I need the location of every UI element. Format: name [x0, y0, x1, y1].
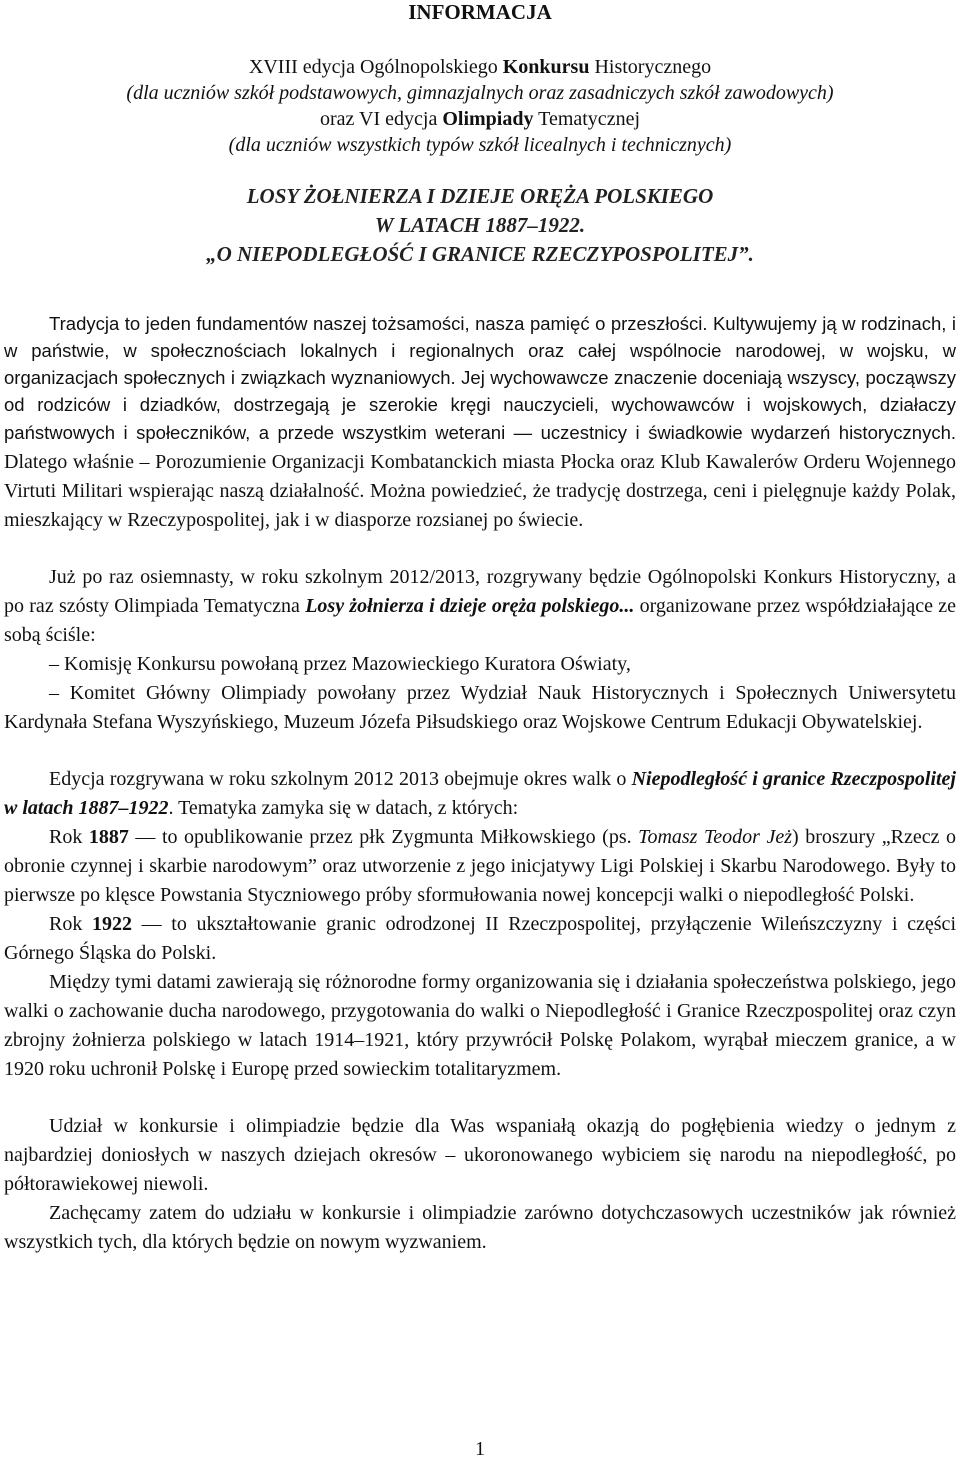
year-1922-paragraph — [4, 910, 956, 968]
intro-line-3 — [4, 106, 956, 132]
year-1887-bold: 1887 — [88, 826, 129, 848]
year-1887-pre: Rok — [49, 826, 89, 848]
intro-line-3-pre: oraz VI edycja — [320, 108, 443, 130]
paragraph-tradition-sans: Tradycja to jeden fundamentów naszej tożsamości, nasza pamięć o przeszłości. — [49, 313, 708, 334]
intro-block — [4, 54, 956, 158]
intro-line-4: (dla uczniów wszystkich typów szkół licealnych i technicznych) — [228, 134, 732, 156]
year-1887-post: ) broszury „Rzecz o obronie czynnej i skarbie narodowym” oraz utworzenie z jego inicjatywy Ligi Polskiej i Skarbu Narodowego. Były to pierwsze po klęsce Powstania Styczniowego próby sformułowania nowej koncepcji walki o niepodległość Polski. — [4, 826, 956, 906]
paragraph-invitation: Zachęcamy zatem do udziału w konkursie i olimpiadzie zarówno dotychczasowych uczestników jak również wszystkich tych, dla których będzie on nowym wyzwaniem. — [4, 1202, 956, 1253]
intro-line-1-bold: Konkursu — [502, 56, 590, 78]
paragraph-edition-pre: Już po raz osiemnasty, w roku szkolnym 2012/2013, rozgrywany będzie Ogólnopolski Konkurs Historyczny, a po raz szósty Olimpiada Tematyczna — [4, 566, 956, 617]
paragraph-period — [4, 765, 956, 1084]
intro-line-3-bold: Olimpiady — [442, 108, 534, 130]
intro-line-1 — [4, 54, 956, 80]
paragraph-tradition — [4, 311, 956, 535]
organizer-item-2: – Komitet Główny Olimpiady powołany przez Wydział Nauk Historycznych i Społecznych Uniwersytetu Kardynała Stefana Wyszyńskiego, Muzeum Józefa Piłsudskiego oraz Wojskowe Centrum Edukacji Obywatelskiej. — [4, 682, 956, 733]
paragraph-edition-text — [4, 563, 956, 650]
paragraph-tradition-rest: Kultywujemy ją w rodzinach, i w państwie, w społecznościach lokalnych i regionalnych oraz całej wspólnocie narodowej, w wojsku, w organizacjach społecznych i związkach wyznaniowych. Jej wychowawcze znaczenie doceniają wszyscy, począwszy od rodziców i dziadków, dostrzegają je szerokie kręgi nauczycieli, wychowawców i wojskowych, działaczy państwowych i społeczników, a przede wszystkim weterani — uczestnicy i świadkowie wydarzeń historycznych. — [4, 313, 956, 443]
paragraph-closing — [4, 1112, 956, 1257]
headline-line-1: LOSY ŻOŁNIERZA I DZIEJE ORĘŻA POLSKIEGO — [246, 184, 714, 208]
intro-line-1-post: Historycznego — [589, 56, 712, 78]
headline-line-3: „O NIEPODLEGŁOŚĆ I GRANICE RZECZYPOSPOLITEJ”. — [206, 242, 754, 266]
year-1922-pre: Rok — [49, 913, 92, 935]
paragraph-period-pre: Edycja rozgrywana w roku szkolnym 2012 2013 obejmuje okres walk o — [49, 768, 632, 790]
page-number: 1 — [475, 1438, 485, 1460]
paragraph-edition — [4, 563, 956, 737]
intro-line-2: (dla uczniów szkół podstawowych, gimnazjalnych oraz zasadniczych szkół zawodowych) — [126, 82, 834, 104]
year-1887-paragraph — [4, 823, 956, 910]
headline-line-2: W LATACH 1887–1922. — [374, 213, 586, 237]
paragraph-participation: Udział w konkursie i olimpiadzie będzie dla Was wspaniałą okazją do pogłębienia wiedzy o jednym z najbardziej doniosłych w naszych dziejach okresów – ukoronowanego wybiciem się narodu na niepodległość, po półtorawiekowej niewoli. — [4, 1115, 956, 1195]
organizer-item-1: – Komisję Konkursu powołaną przez Mazowieckiego Kuratora Oświaty, — [49, 653, 631, 675]
paragraph-tradition-serif: Dlatego właśnie – Porozumienie Organizacji Kombatanckich miasta Płocka oraz Klub Kawalerów Orderu Wojennego Virtuti Militari wspierając naszą działalność. Można powiedzieć, że tradycję dostrzega, ceni i pielęgnuje każdy Polak, mieszkający w Rzeczypospolitej, jak i w diasporze rozsianej po świecie. — [4, 451, 956, 531]
year-1887-pseudonym: Tomasz Teodor Jeż — [638, 826, 793, 848]
paragraph-period-intro — [4, 765, 956, 823]
year-1887-mid: — to opublikowanie przez płk Zygmunta Miłkowskiego (ps. — [128, 826, 639, 848]
between-dates-paragraph: Między tymi datami zawierają się różnorodne formy organizowania się i działania społeczeństwa polskiego, jego walki o zachowanie ducha narodowego, przygotowania do walki o Niepodległość i Granice Rzeczpospolitej oraz czyn zbrojny żołnierza polskiego w latach 1914–1921, który przywrócił Polskę Polakom, wyrąbał mieczem granice, a w 1920 roku uchronił Polskę i Europę przed sowieckim totalitaryzmem. — [4, 971, 956, 1080]
document-page — [4, 0, 956, 1257]
paragraph-period-em: Niepodległość i granice Rzeczpospolitej w latach 1887–1922 — [4, 768, 956, 819]
document-title: INFORMACJA — [408, 0, 552, 24]
intro-line-1-pre: XVIII edycja Ogólnopolskiego — [248, 56, 503, 78]
year-1922-post: — to ukształtowanie granic odrodzonej II Rzeczpospolitej, przyłączenie Wileńszczyzny i części Górnego Śląska do Polski. — [4, 913, 956, 964]
intro-line-3-post: Tematycznej — [533, 108, 640, 130]
paragraph-edition-post: organizowane przez współdziałające ze sobą ściśle: — [4, 595, 957, 646]
year-1922-bold: 1922 — [91, 913, 132, 935]
paragraph-period-post: . Tematyka zamyka się w datach, z których: — [168, 797, 519, 819]
paragraph-edition-em: Losy żołnierza i dzieje oręża polskiego... — [305, 595, 635, 617]
headline — [4, 182, 956, 269]
